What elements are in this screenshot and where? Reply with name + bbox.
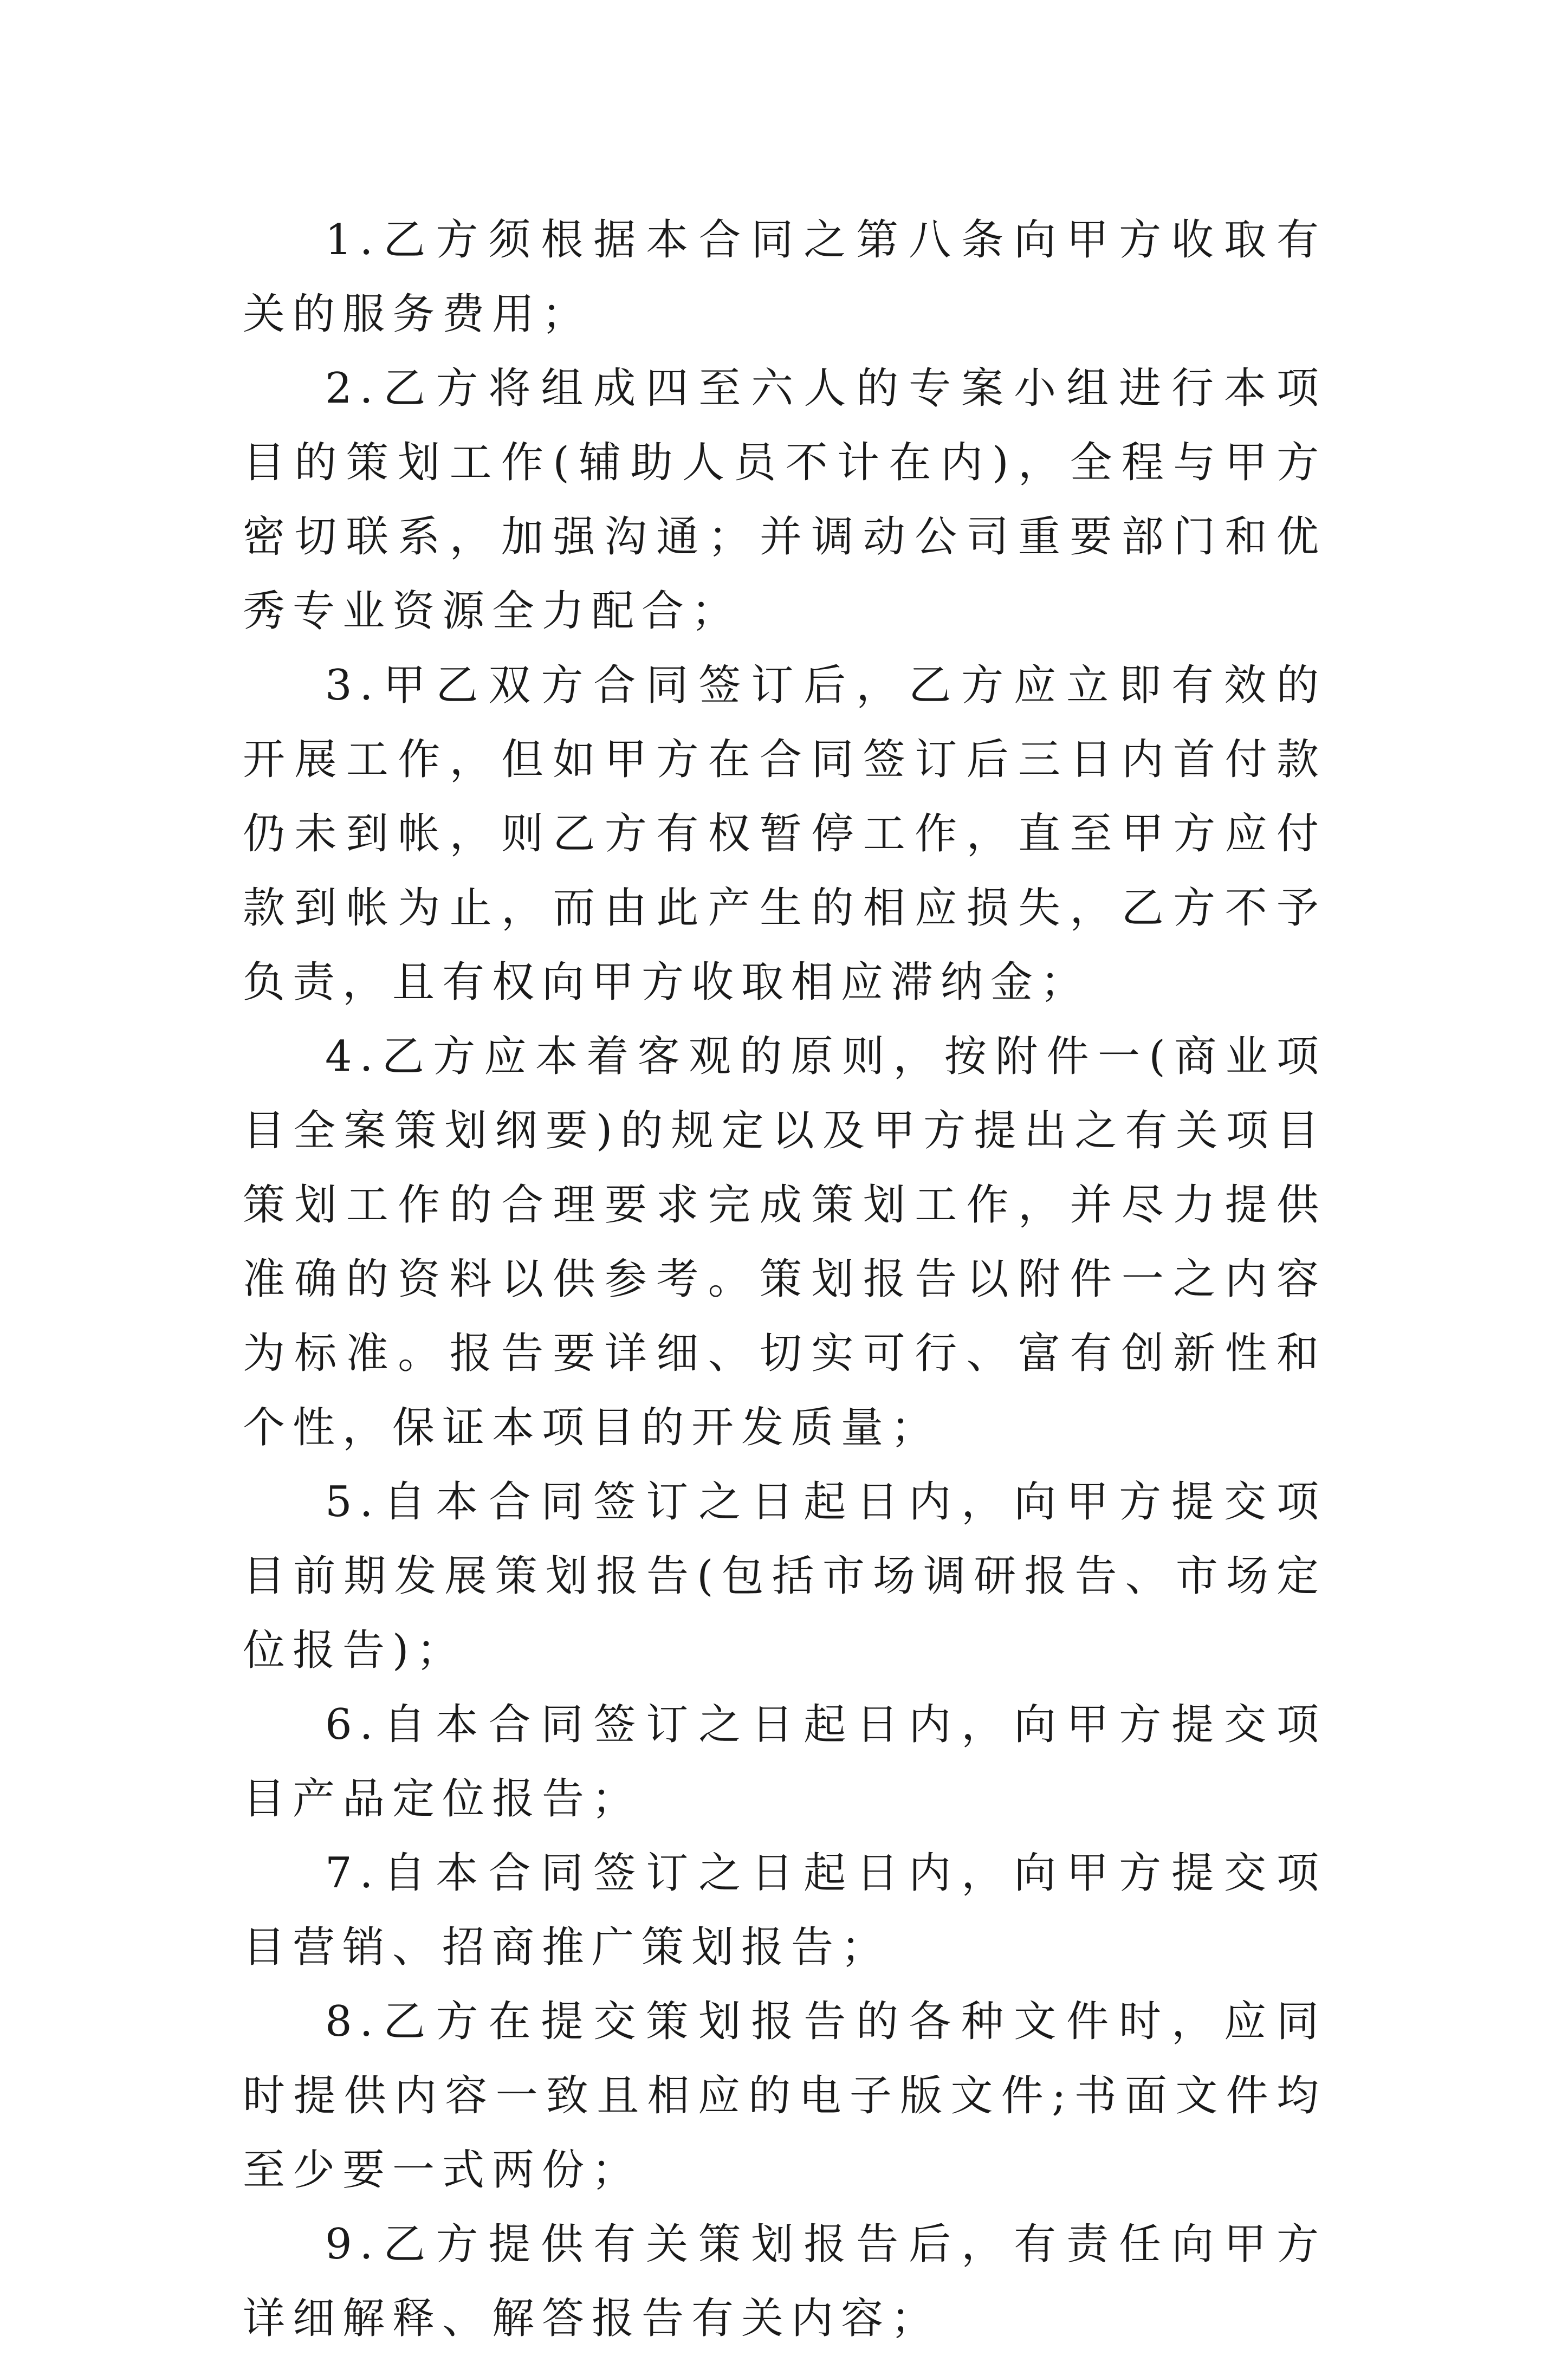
clause-7: 7.自本合同签订之日起日内，向甲方提交项目营销、招商推广策划报告； (243, 1849, 1326, 1972)
clause-1: 1.乙方须根据本合同之第八条向甲方收取有关的服务费用； (243, 216, 1326, 339)
clause-6: 6.自本合同签订之日起日内，向甲方提交项目产品定位报告； (243, 1700, 1326, 1823)
clause-4: 4.乙方应本着客观的原则，按附件一(商业项目全案策划纲要)的规定以及甲方提出之有关项目策划工作的合理要求完成策划工作，并尽力提供准确的资料以供参考。策划报告以附件一之内容为标准。报告要详细、切实可行、富有创新性和个性，保证本项目的开发质量； (243, 1032, 1326, 1452)
clause-3: 3.甲乙双方合同签订后，乙方应立即有效的开展工作，但如甲方在合同签订后三日内首付款仍未到帐，则乙方有权暂停工作，直至甲方应付款到帐为止，而由此产生的相应损失，乙方不予负责，且有权向甲方收取相应滞纳金； (243, 661, 1326, 1007)
clause-2: 2.乙方将组成四至六人的专案小组进行本项目的策划工作(辅助人员不计在内)，全程与甲方密切联系，加强沟通；并调动公司重要部门和优秀专业资源全力配合； (243, 364, 1326, 636)
clause-5: 5.自本合同签订之日起日内，向甲方提交项目前期发展策划报告(包括市场调研报告、市场定位报告)； (243, 1478, 1326, 1675)
clause-9: 9.乙方提供有关策划报告后，有责任向甲方详细解释、解答报告有关内容； (243, 2220, 1326, 2343)
document-body (243, 203, 1326, 2356)
clause-8: 8.乙方在提交策划报告的各种文件时，应同时提供内容一致且相应的电子版文件;书面文件均至少要一式两份； (243, 1997, 1326, 2195)
